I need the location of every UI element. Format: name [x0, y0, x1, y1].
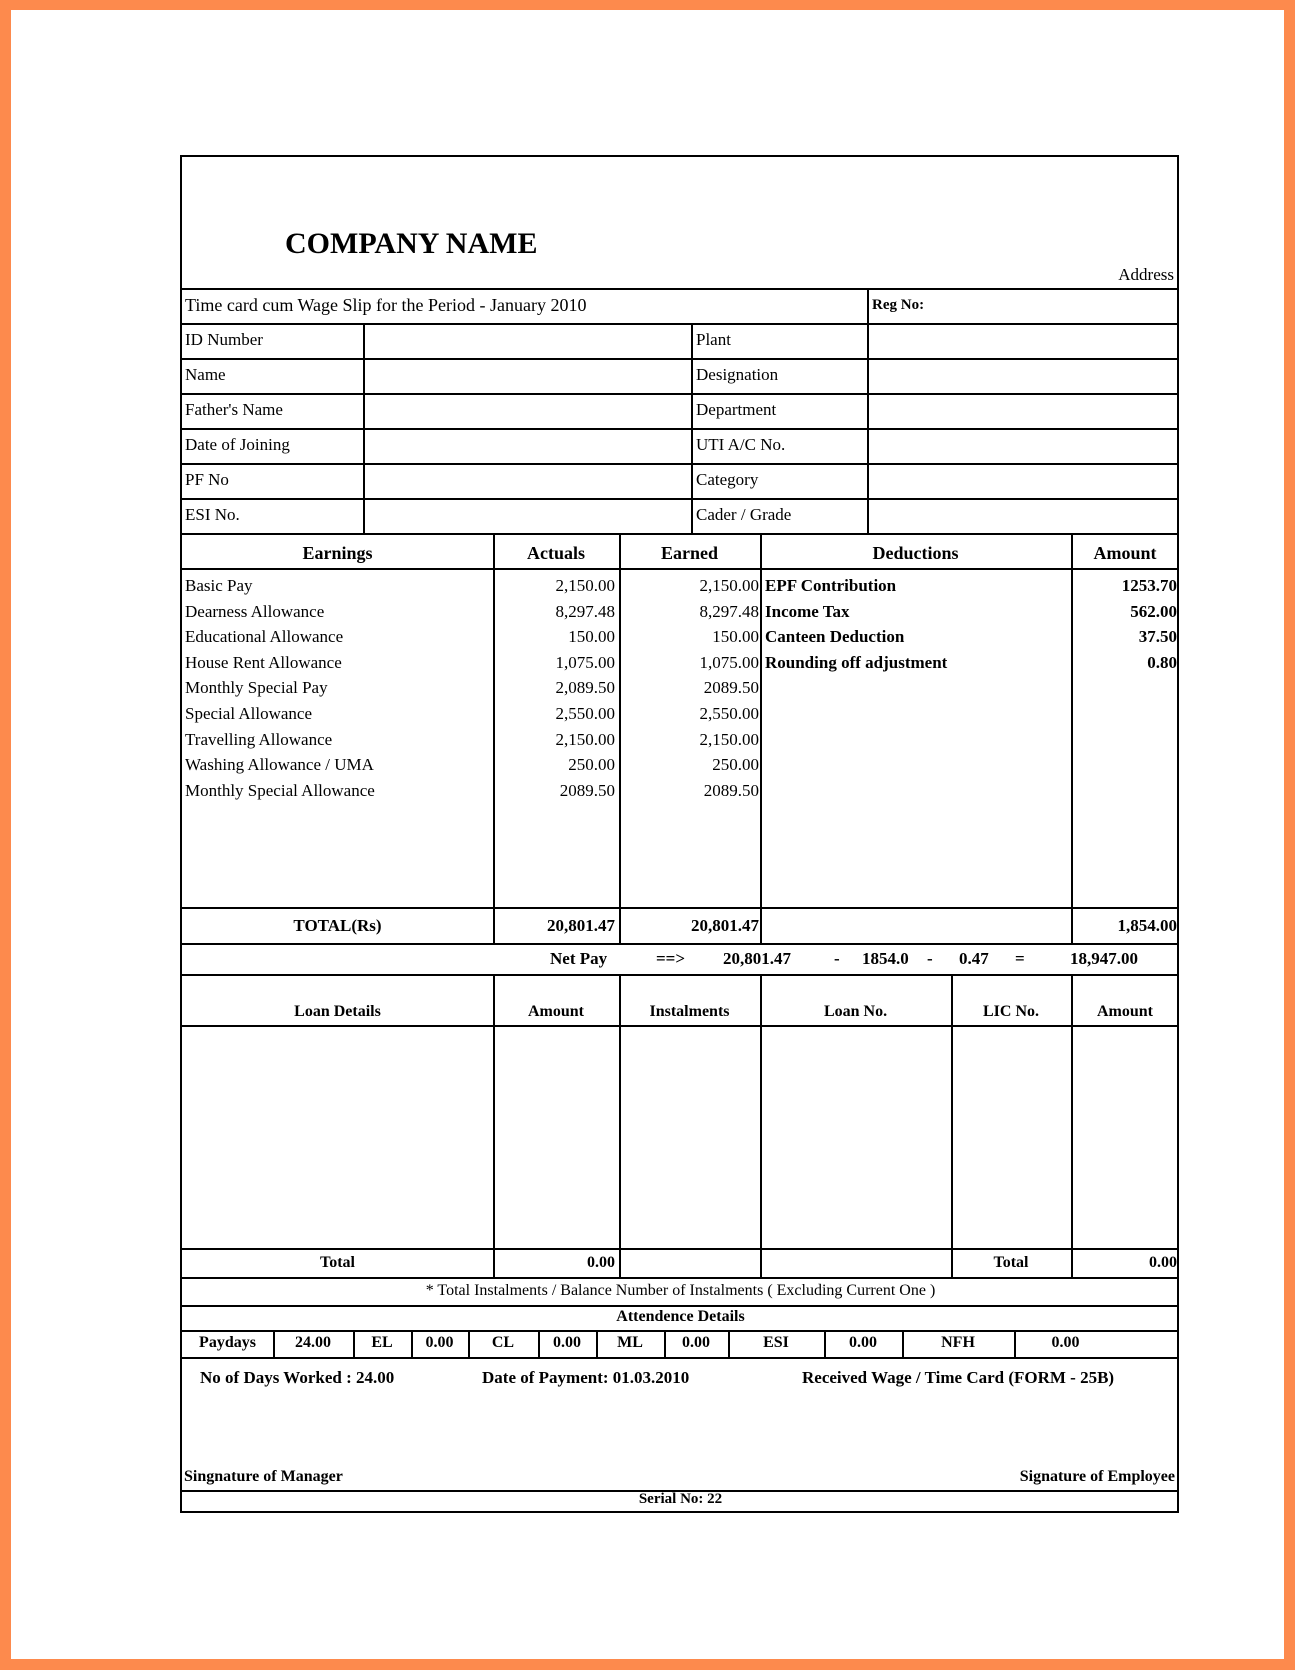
earning-actual: 2,150.00 — [555, 576, 615, 595]
attendance-cell: EL — [371, 1334, 393, 1351]
earning-earned: 2089.50 — [703, 678, 759, 698]
lic-total-amount: 0.00 — [1149, 1254, 1177, 1271]
earning-earned: 150.00 — [712, 627, 759, 647]
earning-actual: 2,089.50 — [555, 678, 615, 698]
earning-earned: 2089.50 — [703, 780, 759, 800]
total-earned: 20,801.47 — [691, 916, 759, 935]
attendance-cell: 0.00 — [682, 1334, 710, 1351]
attendance-cell: CL — [491, 1334, 515, 1351]
attendance-cell: 0.00 — [849, 1334, 877, 1351]
earned-header: Earned — [660, 543, 718, 563]
signature-of-employee: Signature of Employee — [1019, 1468, 1175, 1485]
instalments-note: * Total Instalments / Balance Number of Instalments ( Excluding Current One ) — [425, 1282, 936, 1299]
reg-no-label: Reg No: — [872, 297, 925, 313]
earning-earned: 2,150.00 — [699, 576, 759, 595]
deduction-amount: 1253.70 — [1121, 576, 1177, 595]
earning-label: Special Allowance — [185, 703, 312, 723]
earning-actual: 2,550.00 — [555, 703, 615, 723]
earning-actual: 8,297.48 — [555, 601, 615, 621]
attendance-cell: 0.00 — [425, 1334, 454, 1351]
deduction-amount-header: Amount — [1093, 543, 1157, 563]
earning-earned: 1,075.00 — [699, 652, 759, 672]
earning-actual: 1,075.00 — [555, 652, 615, 672]
net-pay-gross: 20,801.47 — [723, 949, 791, 968]
deduction-label: Rounding off adjustment — [765, 652, 948, 672]
earnings-earned — [619, 573, 759, 803]
earning-actual: 2089.50 — [559, 780, 615, 800]
signature-of-manager: Singnature of Manager — [184, 1468, 343, 1485]
received-wage: Received Wage / Time Card (FORM - 25B) — [802, 1368, 1115, 1387]
date-of-payment: Date of Payment: 01.03.2010 — [482, 1368, 690, 1387]
deductions-amounts — [1071, 573, 1177, 675]
earning-earned: 2,150.00 — [699, 729, 759, 749]
net-pay-minus: - — [927, 949, 933, 968]
days-worked: No of Days Worked : 24.00 — [200, 1368, 395, 1387]
info-label: UTI A/C No. — [696, 435, 786, 454]
earning-earned: 2,550.00 — [699, 703, 759, 723]
total-deductions: 1,854.00 — [1117, 916, 1177, 935]
earning-earned: 8,297.48 — [699, 601, 759, 621]
earning-label: Basic Pay — [185, 576, 253, 595]
loan-total-amount: 0.00 — [587, 1254, 615, 1271]
attendance-cell: Paydays — [199, 1334, 256, 1351]
total-label: TOTAL(Rs) — [293, 916, 382, 935]
earning-actual: 2,150.00 — [555, 729, 615, 749]
actuals-header: Actuals — [527, 543, 585, 563]
info-label: Name — [185, 365, 226, 384]
attendance-cell: ESI — [763, 1334, 789, 1351]
total-actual: 20,801.47 — [547, 916, 615, 935]
address-label: Address — [1118, 265, 1174, 284]
earning-label: Dearness Allowance — [185, 601, 325, 621]
loan-details-header: Loan Details — [294, 1003, 381, 1020]
net-pay-deduction: 1854.0 — [862, 949, 909, 968]
attendance-title: Attendence Details — [616, 1308, 745, 1325]
company-name: COMPANY NAME — [285, 227, 538, 260]
info-label: PF No — [185, 470, 229, 489]
net-pay-rounding: 0.47 — [959, 949, 989, 968]
info-label: ESI No. — [185, 505, 240, 524]
attendance-cell: NFH — [941, 1334, 975, 1351]
lic-no-header: LIC No. — [982, 1003, 1039, 1020]
earnings-header: Earnings — [302, 543, 373, 563]
info-label: Date of Joining — [185, 435, 290, 454]
instalments-header: Instalments — [649, 1003, 730, 1020]
earning-actual: 150.00 — [568, 627, 615, 647]
info-label: ID Number — [185, 330, 263, 349]
earning-label: Educational Allowance — [185, 627, 344, 647]
earning-actual: 250.00 — [568, 755, 615, 775]
deduction-label: Canteen Deduction — [765, 627, 905, 647]
deduction-amount: 562.00 — [1130, 601, 1177, 621]
net-pay-equals: = — [1015, 949, 1025, 968]
earnings-labels — [185, 573, 375, 803]
serial-number: Serial No: 22 — [638, 1491, 723, 1507]
net-pay-arrow: ==> — [656, 949, 686, 968]
deduction-label: Income Tax — [765, 601, 850, 621]
info-label: Designation — [696, 365, 779, 384]
deductions-header: Deductions — [872, 543, 959, 563]
info-label: Category — [696, 470, 759, 489]
attendance-cell: 24.00 — [295, 1334, 331, 1351]
attendance-cell: 0.00 — [1051, 1334, 1080, 1351]
net-pay-label: Net Pay — [550, 949, 608, 968]
info-label: Plant — [696, 330, 731, 349]
lic-amount-header: Amount — [1096, 1003, 1153, 1020]
wage-slip — [180, 155, 1179, 1513]
info-label: Department — [696, 400, 777, 419]
loan-amount-header: Amount — [527, 1003, 584, 1020]
earnings-actuals — [493, 573, 615, 803]
slip-title: Time card cum Wage Slip for the Period - January 2010 — [185, 295, 587, 315]
net-pay-minus: - — [834, 949, 840, 968]
earning-earned: 250.00 — [712, 755, 759, 775]
earning-label: House Rent Allowance — [185, 652, 342, 672]
loan-no-header: Loan No. — [823, 1003, 888, 1020]
net-pay-amount: 18,947.00 — [1070, 949, 1138, 968]
loan-total-label: Total — [320, 1254, 355, 1271]
deduction-label: EPF Contribution — [765, 576, 897, 595]
lic-total-label: Total — [993, 1254, 1029, 1271]
earning-label: Washing Allowance / UMA — [185, 755, 374, 775]
earning-label: Travelling Allowance — [185, 729, 333, 749]
attendance-cell: 0.00 — [553, 1334, 581, 1351]
info-label: Father's Name — [185, 400, 283, 419]
attendance-cell: ML — [617, 1334, 643, 1351]
deduction-amount: 0.80 — [1147, 652, 1177, 672]
info-label: Cader / Grade — [696, 505, 792, 524]
earning-label: Monthly Special Pay — [185, 678, 328, 698]
deductions-labels — [765, 573, 947, 675]
earning-label: Monthly Special Allowance — [185, 780, 375, 800]
deduction-amount: 37.50 — [1138, 627, 1177, 647]
